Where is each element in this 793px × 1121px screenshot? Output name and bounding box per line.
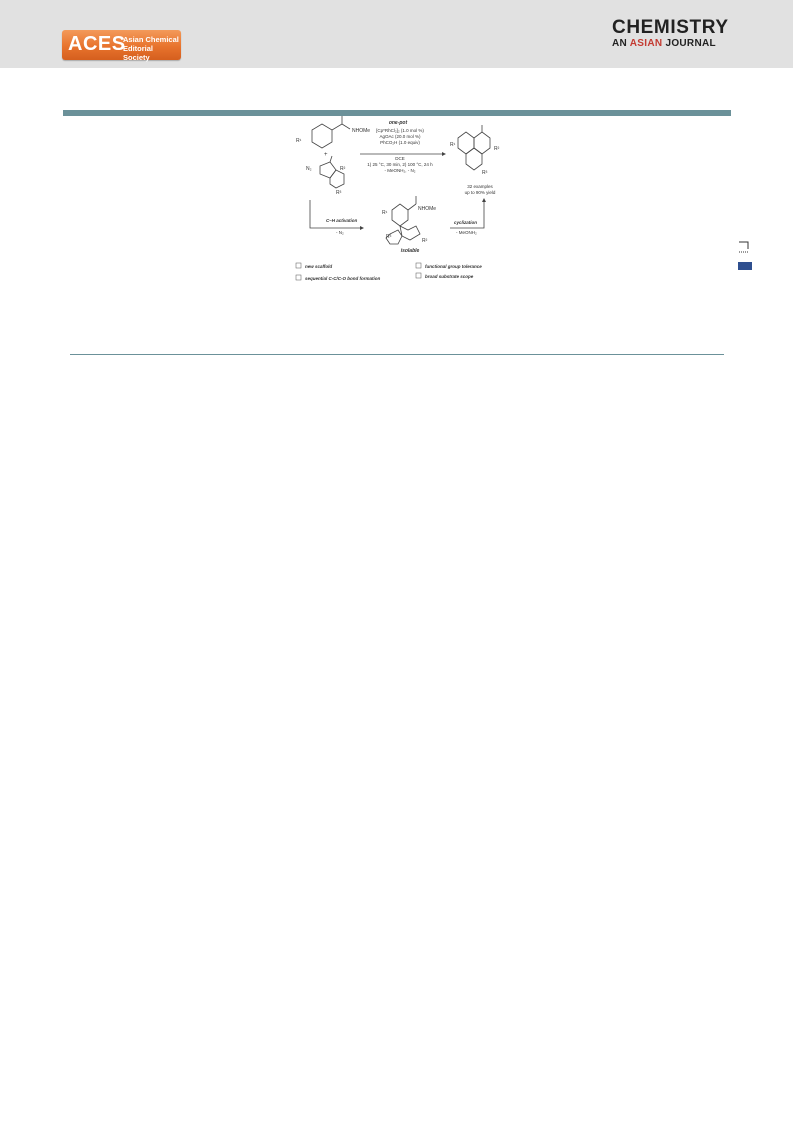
aces-logo-line1: Asian Chemical [123,35,179,44]
intermediate-r1: R¹ [382,210,388,216]
cyclization-arrow-head [482,198,486,202]
reactant2-r3: R³ [336,190,342,196]
aces-logo-line2: Editorial Society [123,44,154,62]
open-access-icon[interactable] [737,240,751,254]
step1-label: C–H activation [326,218,358,223]
check-box-icon [296,275,301,280]
aces-logo-word: ACES [68,33,126,55]
c-h-activation-arrow [310,200,360,228]
product-r3: R³ [482,170,488,176]
check-box-icon [416,273,421,278]
reactant-diazo-oxindole [320,156,344,188]
condition-temperature: 1) 25 °C, 30 min, 2) 100 °C, 24 h [367,162,433,167]
check-item-3: sequential C-C/C-O bond formation [305,276,381,281]
examples-count: 32 examples [467,184,493,189]
step1-sub: - N₂ [336,230,344,235]
check-item-1: new scaffold [305,264,333,269]
intermediate-r2: R² [422,238,428,244]
aces-logo-subtitle [123,35,181,62]
product-r2: R² [494,146,500,152]
step2-sub: - MeONH₂ [456,230,477,235]
journal-logo [612,17,729,50]
product-structure [458,125,490,170]
section-rule-bottom [70,354,724,355]
check-box-icon [296,263,301,268]
supporting-info-icon[interactable] [738,262,752,270]
examples-yield: up to 90% yield [464,190,496,195]
condition-solvent: DCE [395,156,405,161]
reactant2-r2: R² [340,166,346,172]
aces-logo [62,30,181,60]
condition-acid: PhCO₂H (1.0 equiv) [380,140,420,145]
condition-additive: AgOAc (20.0 mol %) [379,134,421,139]
journal-subtitle-accent: ASIAN [629,38,663,49]
journal-logo-title: CHEMISTRY [612,17,729,38]
journal-subtitle-suffix: JOURNAL [662,38,716,49]
step2-label: cyclization [454,220,478,225]
condition-byproducts: - MeONH₂, - N₂ [384,168,416,173]
reactant1-r1: R¹ [296,138,302,144]
checklist [296,263,482,281]
check-item-4: broad substrate scope [425,274,474,279]
check-box-icon [416,263,421,268]
condition-catalyst: [Cp*RhCl₂]₂ (1.0 mol %) [376,128,424,133]
plus-sign: + [324,152,328,158]
product-r1: R¹ [450,142,456,148]
check-item-2: functional group tolerance [425,264,482,269]
reactant-benzamide [312,116,350,148]
intermediate-label: isolable [400,248,420,254]
intermediate-group: NHOMe [418,206,437,212]
journal-logo-subtitle [612,38,724,50]
page-header [0,0,793,68]
reaction-arrow-head [442,152,446,156]
toc-reaction-scheme [290,116,510,286]
c-h-activation-arrow-head [360,226,364,230]
condition-one-pot: one-pot [388,120,408,126]
intermediate-r3: R³ [386,234,392,240]
journal-subtitle-prefix: AN [612,38,630,49]
reactant2-n2: N₂ [306,166,312,172]
reactant1-group: NHOMe [352,128,371,134]
